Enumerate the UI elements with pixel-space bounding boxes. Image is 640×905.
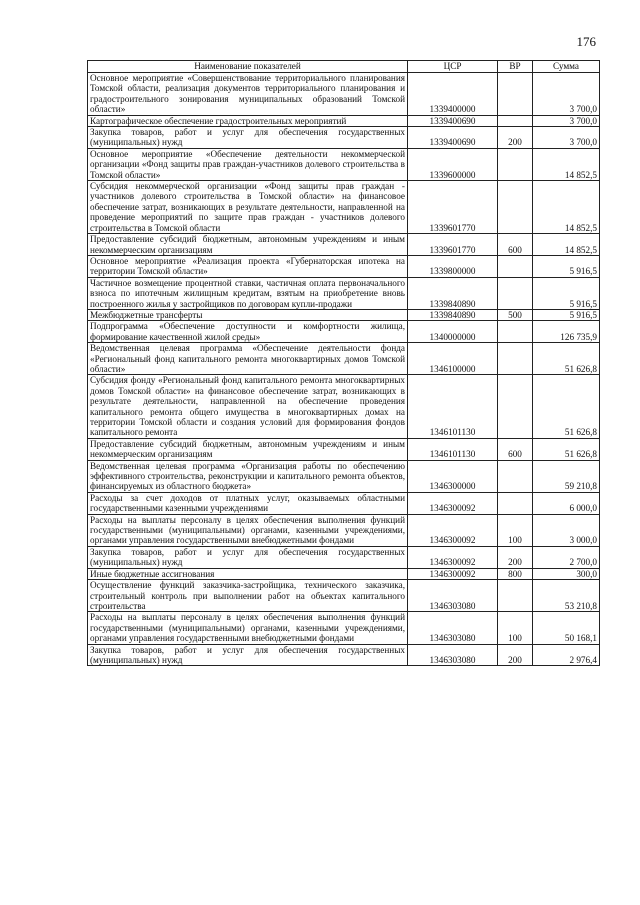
row-sum: 5 916,5 — [533, 309, 600, 320]
row-name: Частичное возмещение процентной ставки, частичная оплата первоначального взноса по ипотечным жилищным кредитам, взятым на приобретение вновь построенного жилья у застройщиков по договорам купли-продажи — [88, 277, 408, 309]
row-sum: 50 168,1 — [533, 612, 600, 644]
row-name: Предоставление субсидий бюджетным, автономным учреждениям и иным некоммерческим организациям — [88, 438, 408, 460]
row-name: Иные бюджетные ассигнования — [88, 568, 408, 579]
row-sum: 6 000,0 — [533, 492, 600, 514]
table-row — [88, 546, 600, 568]
table-row — [88, 234, 600, 256]
row-csr: 1340000000 — [408, 321, 498, 343]
row-name: Расходы на выплаты персоналу в целях обеспечения выполнения функций государственными (муниципальными) органами, казенными учреждениями, органами управления государственными внебюджетными фондами — [88, 612, 408, 644]
row-name: Ведомственная целевая программа «Обеспечение деятельности фонда «Региональный фонд капитального ремонта многоквартирных домов Томской области» — [88, 343, 408, 375]
table-row — [88, 492, 600, 514]
page-number: 176 — [576, 34, 596, 49]
row-vr: 100 — [498, 612, 533, 644]
row-name: Межбюджетные трансферты — [88, 309, 408, 320]
row-vr: 600 — [498, 234, 533, 256]
row-sum: 5 916,5 — [533, 255, 600, 277]
row-csr: 1346300092 — [408, 546, 498, 568]
header-sum: Сумма — [533, 61, 600, 73]
table-row — [88, 148, 600, 180]
row-sum: 3 700,0 — [533, 127, 600, 149]
row-name: Основное мероприятие «Реализация проекта «Губернаторская ипотека на территории Томской области» — [88, 255, 408, 277]
row-sum: 3 700,0 — [533, 115, 600, 126]
row-vr — [498, 321, 533, 343]
row-csr: 1346300092 — [408, 568, 498, 579]
row-sum: 59 210,8 — [533, 460, 600, 492]
row-csr: 1346303080 — [408, 580, 498, 612]
row-sum: 51 626,8 — [533, 343, 600, 375]
table-body — [88, 73, 600, 666]
row-name: Основное мероприятие «Обеспечение деятельности некоммерческой организации «Фонд защиты прав граждан-участников долевого строительства в Томской области» — [88, 148, 408, 180]
row-csr: 1339601770 — [408, 234, 498, 256]
row-vr — [498, 375, 533, 438]
row-sum: 126 735,9 — [533, 321, 600, 343]
row-sum: 3 000,0 — [533, 514, 600, 546]
row-vr: 100 — [498, 514, 533, 546]
row-name: Субсидия некоммерческой организации «Фонд защиты прав граждан - участников долевого строительства в Томской области» на финансовое обеспечение затрат, возникающих в результате деятельности, направленной на проведение мероприятий по защите прав граждан - участников долевого строительства в Томской области — [88, 181, 408, 234]
row-name: Закупка товаров, работ и услуг для обеспечения государственных (муниципальных) нужд — [88, 644, 408, 666]
row-vr — [498, 73, 533, 116]
row-vr: 800 — [498, 568, 533, 579]
row-sum: 51 626,8 — [533, 438, 600, 460]
row-csr: 1339601770 — [408, 181, 498, 234]
row-name: Осуществление функций заказчика-застройщика, технического заказчика, строительный контроль при выполнении работ на объектах капитального строительства — [88, 580, 408, 612]
header-name: Наименование показателей — [88, 61, 408, 73]
table-row — [88, 514, 600, 546]
row-csr: 1339840890 — [408, 277, 498, 309]
table-row — [88, 580, 600, 612]
row-sum: 3 700,0 — [533, 73, 600, 116]
table-header-row — [88, 61, 600, 73]
table-row — [88, 343, 600, 375]
row-csr: 1346300092 — [408, 492, 498, 514]
row-csr: 1346303080 — [408, 644, 498, 666]
row-vr — [498, 255, 533, 277]
row-sum: 300,0 — [533, 568, 600, 579]
table-row — [88, 127, 600, 149]
table-row — [88, 644, 600, 666]
row-sum: 5 916,5 — [533, 277, 600, 309]
row-sum: 53 210,8 — [533, 580, 600, 612]
row-vr: 200 — [498, 546, 533, 568]
row-name: Предоставление субсидий бюджетным, автономным учреждениям и иным некоммерческим организациям — [88, 234, 408, 256]
row-vr: 200 — [498, 127, 533, 149]
row-name: Закупка товаров, работ и услуг для обеспечения государственных (муниципальных) нужд — [88, 127, 408, 149]
table-row — [88, 309, 600, 320]
row-csr: 1346300000 — [408, 460, 498, 492]
row-vr — [498, 460, 533, 492]
row-vr — [498, 492, 533, 514]
budget-table — [87, 60, 600, 666]
row-csr: 1339400000 — [408, 73, 498, 116]
row-csr: 1339600000 — [408, 148, 498, 180]
row-name: Картографическое обеспечение градостроительных мероприятий — [88, 115, 408, 126]
row-sum: 14 852,5 — [533, 148, 600, 180]
row-sum: 14 852,5 — [533, 181, 600, 234]
row-sum: 14 852,5 — [533, 234, 600, 256]
row-vr — [498, 181, 533, 234]
row-vr — [498, 343, 533, 375]
row-name: Расходы за счет доходов от платных услуг, оказываемых областными государственными казенными учреждениями — [88, 492, 408, 514]
row-csr: 1346101130 — [408, 438, 498, 460]
row-vr: 500 — [498, 309, 533, 320]
header-vr: ВР — [498, 61, 533, 73]
table-row — [88, 181, 600, 234]
row-vr — [498, 277, 533, 309]
row-name: Подпрограмма «Обеспечение доступности и комфортности жилища, формирование качественной жилой среды» — [88, 321, 408, 343]
table-row — [88, 568, 600, 579]
row-name: Ведомственная целевая программа «Организация работы по обеспечению эффективного строительства, реконструкции и капитального ремонта объектов, финансируемых из областного бюджета» — [88, 460, 408, 492]
table-row — [88, 375, 600, 438]
table-row — [88, 612, 600, 644]
row-sum: 2 976,4 — [533, 644, 600, 666]
row-name: Закупка товаров, работ и услуг для обеспечения государственных (муниципальных) нужд — [88, 546, 408, 568]
row-vr: 200 — [498, 644, 533, 666]
row-vr — [498, 115, 533, 126]
table-row — [88, 321, 600, 343]
row-name: Субсидия фонду «Региональный фонд капитального ремонта многоквартирных домов Томской области» на финансовое обеспечение затрат, возникающих в результате деятельности, направленной на обеспечение проведения капитального ремонта общего имущества в многоквартирных домах на территории Томской области и создания условий для формирования фондов капитального ремонта — [88, 375, 408, 438]
table-row — [88, 460, 600, 492]
row-vr: 600 — [498, 438, 533, 460]
row-csr: 1346101130 — [408, 375, 498, 438]
table-row — [88, 255, 600, 277]
row-csr: 1339400690 — [408, 115, 498, 126]
row-csr: 1346100000 — [408, 343, 498, 375]
table-row — [88, 277, 600, 309]
row-vr — [498, 148, 533, 180]
row-vr — [498, 580, 533, 612]
row-sum: 2 700,0 — [533, 546, 600, 568]
row-csr: 1339840890 — [408, 309, 498, 320]
row-sum: 51 626,8 — [533, 375, 600, 438]
row-csr: 1339400690 — [408, 127, 498, 149]
table-row — [88, 438, 600, 460]
row-name: Основное мероприятие «Совершенствование территориального планирования Томской области, реализация документов территориального планирования и градостроительного зонирования муниципальных образований Томской области» — [88, 73, 408, 116]
row-csr: 1346303080 — [408, 612, 498, 644]
header-csr: ЦСР — [408, 61, 498, 73]
row-csr: 1346300092 — [408, 514, 498, 546]
table-row — [88, 115, 600, 126]
row-name: Расходы на выплаты персоналу в целях обеспечения выполнения функций государственными (муниципальными) органами, казенными учреждениями, органами управления государственными внебюджетными фондами — [88, 514, 408, 546]
table-row — [88, 73, 600, 116]
row-csr: 1339800000 — [408, 255, 498, 277]
